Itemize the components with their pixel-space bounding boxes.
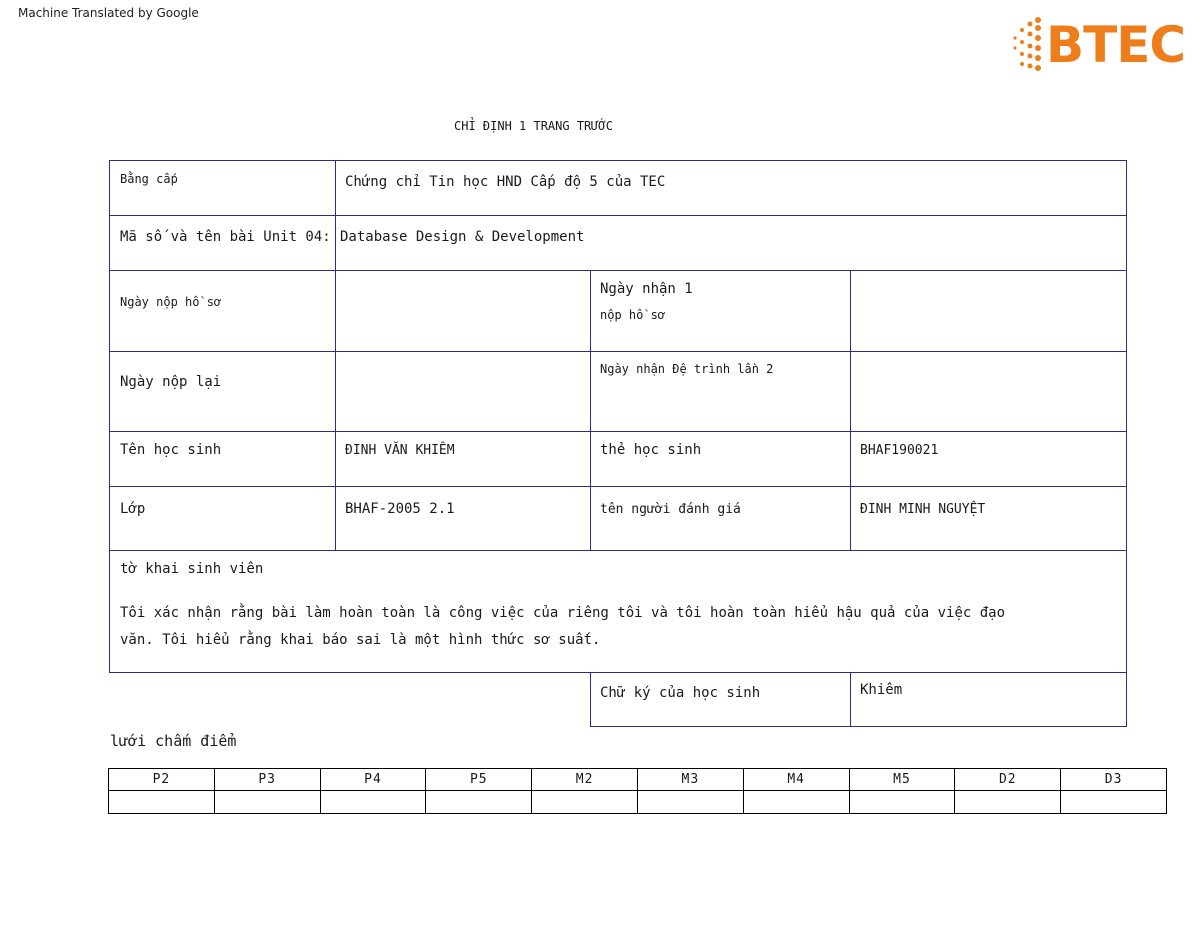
grade-criterion: M2: [532, 769, 638, 791]
grade-value: [849, 791, 955, 814]
btec-logo: [1008, 14, 1192, 76]
unit-value: Database Design & Development: [340, 229, 585, 245]
received-2-label: Ngày nhận Đệ trình lần 2: [600, 362, 774, 376]
signature-value: Khiêm: [860, 682, 903, 698]
page-title: CHỈ ĐỊNH 1 TRANG TRƯỚC: [454, 119, 613, 133]
grade-value: [214, 791, 320, 814]
declaration-line-2: văn. Tôi hiểu rằng khai báo sai là một hình thức sơ suất.: [120, 632, 601, 648]
grading-grid-label: lưới chấm điểm: [110, 732, 237, 750]
resubmission-label: Ngày nộp lại: [120, 374, 222, 390]
machine-translation-note: Machine Translated by Google: [18, 6, 199, 20]
qualification-label: Bằng cấp: [120, 172, 178, 186]
grading-grid: [108, 768, 1167, 814]
grade-value: [637, 791, 743, 814]
grade-value: [426, 791, 532, 814]
grade-value: [532, 791, 638, 814]
grade-criterion: D2: [955, 769, 1061, 791]
submission-date-label: Ngày nộp hồ sơ: [120, 295, 222, 309]
signature-label: Chữ ký của học sinh: [600, 685, 761, 701]
logo-text: BTEC: [1046, 16, 1186, 74]
grade-value: [320, 791, 426, 814]
dots-icon: [1008, 14, 1048, 76]
class-value: BHAF-2005 2.1: [345, 501, 455, 517]
student-name-value: ĐINH VĂN KHIÊM: [345, 443, 455, 458]
grade-criterion: M3: [637, 769, 743, 791]
received-1-label-line1: Ngày nhận 1: [600, 281, 693, 297]
grade-criterion: D3: [1061, 769, 1167, 791]
grade-value: [109, 791, 215, 814]
grading-value-row: [109, 791, 1167, 814]
grade-criterion: P4: [320, 769, 426, 791]
student-name-label: Tên học sinh: [120, 442, 222, 458]
grade-criterion: P3: [214, 769, 320, 791]
assessor-label: tên người đánh giá: [600, 502, 741, 517]
unit-label: Mã số và tên bài Unit 04:: [120, 229, 331, 245]
grade-criterion: M4: [743, 769, 849, 791]
qualification-value: Chứng chỉ Tin học HND Cấp độ 5 của TEC: [345, 174, 666, 190]
grade-criterion: M5: [849, 769, 955, 791]
grade-criterion: P5: [426, 769, 532, 791]
received-1-label-line2: nộp hồ sơ: [600, 308, 666, 322]
grading-header-row: [109, 769, 1167, 791]
grade-value: [955, 791, 1061, 814]
assessor-value: ĐINH MINH NGUYỆT: [860, 502, 986, 517]
declaration-title: tờ khai sinh viên: [120, 561, 264, 577]
grade-value: [1061, 791, 1167, 814]
student-id-value: BHAF190021: [860, 443, 939, 458]
student-id-label: thẻ học sinh: [600, 442, 702, 458]
grade-value: [743, 791, 849, 814]
grade-criterion: P2: [109, 769, 215, 791]
declaration-line-1: Tôi xác nhận rằng bài làm hoàn toàn là công việc của riêng tôi và tôi hoàn toàn hiểu hậu quả của việc đạo: [120, 605, 1006, 621]
class-label: Lớp: [120, 501, 146, 517]
